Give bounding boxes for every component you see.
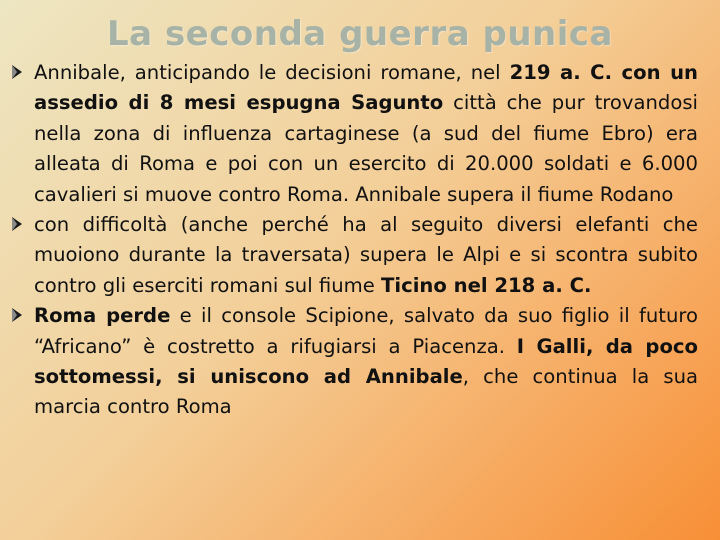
- text-run: , che continua la sua marcia contro Roma: [34, 365, 698, 419]
- bullet-arrow-icon: [10, 303, 24, 327]
- bullet-list: [8, 58, 698, 423]
- text-run-bold: I Galli, da poco sottomessi, si uniscono ad Annibale: [34, 334, 698, 389]
- text-run-bold: Ticino nel 218 a. C.: [381, 273, 592, 297]
- bullet-item: [8, 301, 698, 423]
- bullet-item: [8, 210, 698, 301]
- slide-title: La seconda guerra punica: [107, 14, 613, 54]
- text-run: e il console Scipione, salvato da suo figlio il futuro “Africano” è costretto a rifugiarsi a Piacenza.: [34, 304, 698, 358]
- text-run: Annibale, anticipando le decisioni romane, nel: [34, 61, 510, 84]
- bullet-item: [8, 58, 698, 210]
- bullet-arrow-icon: [10, 60, 24, 84]
- bullet-text: [34, 58, 698, 210]
- text-run-bold: 219 a. C. con un assedio di 8 mesi espugna Sagunto: [34, 61, 698, 115]
- bullet-text: [34, 210, 698, 301]
- text-run: con difficoltà (anche perché ha al seguito diversi elefanti che muoiono durante la traversata) supera le Alpi e si scontra subito contro gli eserciti romani sul fiume: [34, 213, 698, 297]
- bullet-arrow-icon: [10, 212, 24, 236]
- text-run: città che pur trovandosi nella zona di influenza cartaginese (a sud del fiume Ebro) era alleata di Roma e poi con un esercito di 20.000 soldati e 6.000 cavalieri si muove contro Roma. Annibale supera il fiume Rodano: [34, 91, 698, 206]
- text-run-bold: Roma perde: [34, 304, 171, 328]
- bullet-text: [34, 301, 698, 423]
